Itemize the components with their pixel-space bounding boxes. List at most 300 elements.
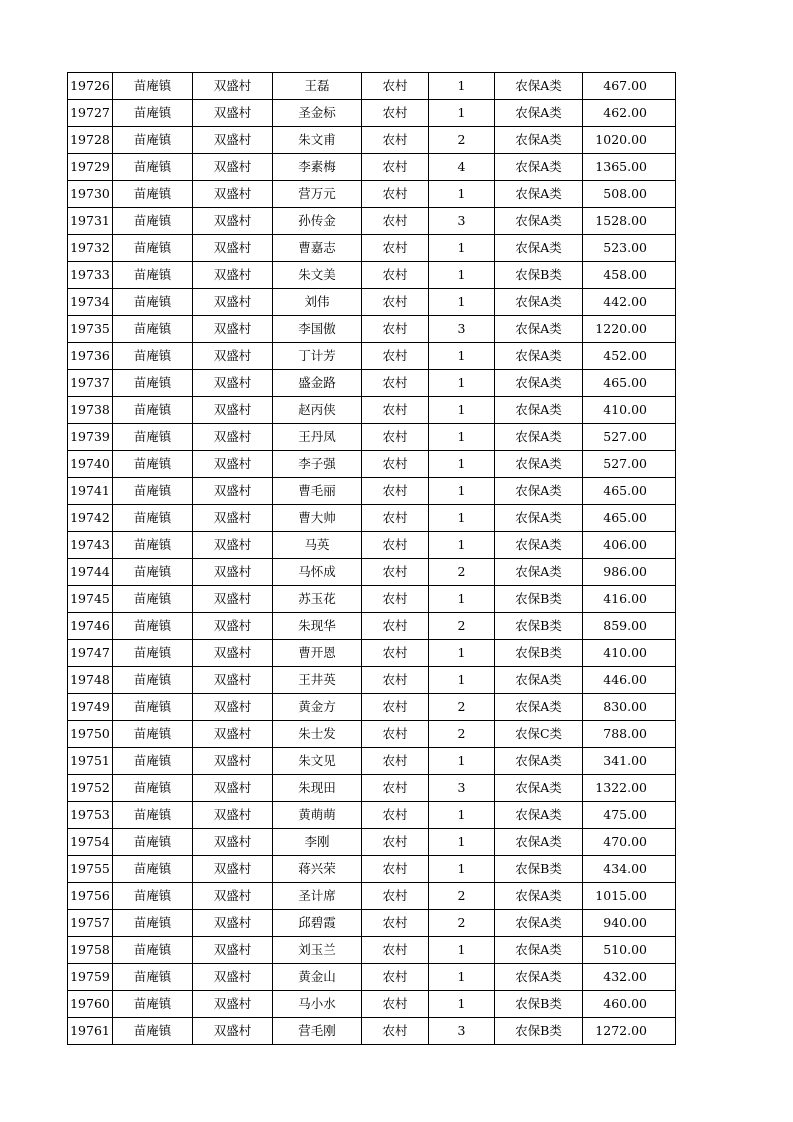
- cell-village: 双盛村: [193, 73, 273, 100]
- cell-town: 苗庵镇: [113, 451, 193, 478]
- table-row: [68, 343, 676, 370]
- cell-household-count: 2: [429, 127, 495, 154]
- cell-village: 双盛村: [193, 829, 273, 856]
- cell-town: 苗庵镇: [113, 613, 193, 640]
- cell-category: 农保A类: [495, 370, 583, 397]
- cell-amount: 523.00: [583, 235, 676, 262]
- cell-village: 双盛村: [193, 532, 273, 559]
- cell-village: 双盛村: [193, 559, 273, 586]
- cell-town: 苗庵镇: [113, 721, 193, 748]
- cell-area-type: 农村: [362, 424, 429, 451]
- cell-category: 农保A类: [495, 883, 583, 910]
- cell-amount: 458.00: [583, 262, 676, 289]
- cell-area-type: 农村: [362, 694, 429, 721]
- cell-category: 农保C类: [495, 721, 583, 748]
- cell-id: 19757: [68, 910, 113, 937]
- cell-village: 双盛村: [193, 613, 273, 640]
- cell-amount: 788.00: [583, 721, 676, 748]
- cell-amount: 462.00: [583, 100, 676, 127]
- cell-town: 苗庵镇: [113, 937, 193, 964]
- cell-name: 朱文美: [273, 262, 362, 289]
- records-table: [67, 72, 676, 1045]
- table-row: [68, 640, 676, 667]
- cell-category: 农保A类: [495, 667, 583, 694]
- cell-area-type: 农村: [362, 208, 429, 235]
- cell-town: 苗庵镇: [113, 397, 193, 424]
- cell-village: 双盛村: [193, 586, 273, 613]
- cell-amount: 1528.00: [583, 208, 676, 235]
- cell-name: 曹开恩: [273, 640, 362, 667]
- cell-village: 双盛村: [193, 343, 273, 370]
- cell-area-type: 农村: [362, 775, 429, 802]
- cell-area-type: 农村: [362, 721, 429, 748]
- table-row: [68, 883, 676, 910]
- cell-household-count: 1: [429, 748, 495, 775]
- cell-village: 双盛村: [193, 964, 273, 991]
- cell-household-count: 1: [429, 640, 495, 667]
- cell-amount: 1220.00: [583, 316, 676, 343]
- table-row: [68, 397, 676, 424]
- table-row: [68, 667, 676, 694]
- cell-village: 双盛村: [193, 721, 273, 748]
- cell-area-type: 农村: [362, 181, 429, 208]
- cell-village: 双盛村: [193, 235, 273, 262]
- cell-category: 农保A类: [495, 478, 583, 505]
- cell-village: 双盛村: [193, 451, 273, 478]
- cell-amount: 1015.00: [583, 883, 676, 910]
- cell-id: 19742: [68, 505, 113, 532]
- cell-name: 李刚: [273, 829, 362, 856]
- cell-name: 朱现田: [273, 775, 362, 802]
- cell-name: 圣金标: [273, 100, 362, 127]
- cell-area-type: 农村: [362, 640, 429, 667]
- cell-town: 苗庵镇: [113, 694, 193, 721]
- cell-category: 农保A类: [495, 748, 583, 775]
- cell-town: 苗庵镇: [113, 1018, 193, 1045]
- cell-town: 苗庵镇: [113, 316, 193, 343]
- cell-area-type: 农村: [362, 1018, 429, 1045]
- table-row: [68, 937, 676, 964]
- cell-area-type: 农村: [362, 154, 429, 181]
- cell-village: 双盛村: [193, 991, 273, 1018]
- cell-amount: 527.00: [583, 451, 676, 478]
- cell-town: 苗庵镇: [113, 505, 193, 532]
- cell-area-type: 农村: [362, 343, 429, 370]
- cell-area-type: 农村: [362, 127, 429, 154]
- cell-name: 丁计芳: [273, 343, 362, 370]
- cell-household-count: 1: [429, 478, 495, 505]
- cell-area-type: 农村: [362, 559, 429, 586]
- cell-area-type: 农村: [362, 667, 429, 694]
- cell-id: 19730: [68, 181, 113, 208]
- cell-amount: 1020.00: [583, 127, 676, 154]
- cell-town: 苗庵镇: [113, 424, 193, 451]
- cell-name: 刘玉兰: [273, 937, 362, 964]
- table-row: [68, 1018, 676, 1045]
- table-row: [68, 586, 676, 613]
- cell-household-count: 4: [429, 154, 495, 181]
- cell-category: 农保B类: [495, 262, 583, 289]
- cell-id: 19743: [68, 532, 113, 559]
- cell-id: 19733: [68, 262, 113, 289]
- cell-town: 苗庵镇: [113, 289, 193, 316]
- cell-village: 双盛村: [193, 154, 273, 181]
- cell-town: 苗庵镇: [113, 910, 193, 937]
- cell-name: 王磊: [273, 73, 362, 100]
- cell-category: 农保B类: [495, 991, 583, 1018]
- cell-amount: 465.00: [583, 370, 676, 397]
- cell-id: 19737: [68, 370, 113, 397]
- cell-category: 农保B类: [495, 856, 583, 883]
- cell-category: 农保B类: [495, 613, 583, 640]
- cell-village: 双盛村: [193, 694, 273, 721]
- cell-amount: 940.00: [583, 910, 676, 937]
- cell-village: 双盛村: [193, 505, 273, 532]
- cell-village: 双盛村: [193, 748, 273, 775]
- cell-area-type: 农村: [362, 937, 429, 964]
- cell-area-type: 农村: [362, 532, 429, 559]
- cell-id: 19747: [68, 640, 113, 667]
- cell-household-count: 1: [429, 937, 495, 964]
- cell-id: 19752: [68, 775, 113, 802]
- cell-town: 苗庵镇: [113, 559, 193, 586]
- cell-category: 农保A类: [495, 505, 583, 532]
- table-row: [68, 262, 676, 289]
- cell-household-count: 1: [429, 181, 495, 208]
- cell-village: 双盛村: [193, 802, 273, 829]
- table-row: [68, 532, 676, 559]
- cell-household-count: 1: [429, 667, 495, 694]
- cell-category: 农保A类: [495, 532, 583, 559]
- cell-category: 农保A类: [495, 100, 583, 127]
- cell-id: 19753: [68, 802, 113, 829]
- cell-household-count: 3: [429, 208, 495, 235]
- cell-amount: 416.00: [583, 586, 676, 613]
- cell-name: 营毛刚: [273, 1018, 362, 1045]
- table-row: [68, 964, 676, 991]
- cell-id: 19746: [68, 613, 113, 640]
- cell-name: 圣计席: [273, 883, 362, 910]
- table-row: [68, 154, 676, 181]
- cell-id: 19754: [68, 829, 113, 856]
- table-row: [68, 829, 676, 856]
- cell-town: 苗庵镇: [113, 100, 193, 127]
- cell-area-type: 农村: [362, 397, 429, 424]
- cell-household-count: 1: [429, 289, 495, 316]
- cell-amount: 510.00: [583, 937, 676, 964]
- cell-amount: 1365.00: [583, 154, 676, 181]
- cell-area-type: 农村: [362, 73, 429, 100]
- cell-town: 苗庵镇: [113, 829, 193, 856]
- cell-category: 农保A类: [495, 289, 583, 316]
- cell-name: 刘伟: [273, 289, 362, 316]
- cell-household-count: 1: [429, 505, 495, 532]
- cell-amount: 432.00: [583, 964, 676, 991]
- cell-id: 19735: [68, 316, 113, 343]
- cell-town: 苗庵镇: [113, 964, 193, 991]
- cell-town: 苗庵镇: [113, 856, 193, 883]
- cell-village: 双盛村: [193, 1018, 273, 1045]
- cell-category: 农保A类: [495, 937, 583, 964]
- cell-household-count: 3: [429, 775, 495, 802]
- cell-area-type: 农村: [362, 100, 429, 127]
- cell-amount: 475.00: [583, 802, 676, 829]
- cell-area-type: 农村: [362, 883, 429, 910]
- cell-id: 19756: [68, 883, 113, 910]
- cell-category: 农保A类: [495, 424, 583, 451]
- cell-town: 苗庵镇: [113, 802, 193, 829]
- cell-area-type: 农村: [362, 964, 429, 991]
- cell-village: 双盛村: [193, 478, 273, 505]
- cell-category: 农保A类: [495, 235, 583, 262]
- table-row: [68, 100, 676, 127]
- cell-name: 马英: [273, 532, 362, 559]
- cell-id: 19728: [68, 127, 113, 154]
- cell-category: 农保A类: [495, 73, 583, 100]
- cell-id: 19726: [68, 73, 113, 100]
- cell-id: 19741: [68, 478, 113, 505]
- cell-amount: 1322.00: [583, 775, 676, 802]
- cell-amount: 446.00: [583, 667, 676, 694]
- table-row: [68, 478, 676, 505]
- cell-town: 苗庵镇: [113, 532, 193, 559]
- cell-id: 19758: [68, 937, 113, 964]
- cell-amount: 460.00: [583, 991, 676, 1018]
- cell-name: 赵丙侠: [273, 397, 362, 424]
- cell-amount: 410.00: [583, 397, 676, 424]
- cell-household-count: 1: [429, 586, 495, 613]
- cell-town: 苗庵镇: [113, 127, 193, 154]
- cell-name: 朱文见: [273, 748, 362, 775]
- cell-area-type: 农村: [362, 856, 429, 883]
- cell-area-type: 农村: [362, 451, 429, 478]
- cell-amount: 442.00: [583, 289, 676, 316]
- cell-town: 苗庵镇: [113, 235, 193, 262]
- cell-household-count: 1: [429, 991, 495, 1018]
- cell-household-count: 1: [429, 856, 495, 883]
- cell-name: 曹嘉志: [273, 235, 362, 262]
- cell-name: 盛金路: [273, 370, 362, 397]
- cell-area-type: 农村: [362, 613, 429, 640]
- cell-category: 农保A类: [495, 154, 583, 181]
- cell-name: 李子强: [273, 451, 362, 478]
- cell-household-count: 1: [429, 829, 495, 856]
- cell-village: 双盛村: [193, 181, 273, 208]
- cell-town: 苗庵镇: [113, 586, 193, 613]
- cell-village: 双盛村: [193, 262, 273, 289]
- table-row: [68, 910, 676, 937]
- cell-household-count: 1: [429, 532, 495, 559]
- cell-amount: 986.00: [583, 559, 676, 586]
- cell-household-count: 1: [429, 802, 495, 829]
- cell-category: 农保A类: [495, 316, 583, 343]
- cell-village: 双盛村: [193, 856, 273, 883]
- table-row: [68, 451, 676, 478]
- cell-area-type: 农村: [362, 586, 429, 613]
- cell-category: 农保A类: [495, 775, 583, 802]
- cell-village: 双盛村: [193, 127, 273, 154]
- cell-category: 农保A类: [495, 910, 583, 937]
- cell-village: 双盛村: [193, 370, 273, 397]
- cell-amount: 830.00: [583, 694, 676, 721]
- cell-category: 农保A类: [495, 802, 583, 829]
- cell-village: 双盛村: [193, 775, 273, 802]
- cell-village: 双盛村: [193, 640, 273, 667]
- cell-village: 双盛村: [193, 100, 273, 127]
- cell-category: 农保A类: [495, 181, 583, 208]
- cell-id: 19750: [68, 721, 113, 748]
- cell-household-count: 1: [429, 451, 495, 478]
- cell-household-count: 1: [429, 424, 495, 451]
- cell-id: 19745: [68, 586, 113, 613]
- cell-name: 邱碧霞: [273, 910, 362, 937]
- cell-town: 苗庵镇: [113, 748, 193, 775]
- cell-household-count: 2: [429, 613, 495, 640]
- cell-area-type: 农村: [362, 991, 429, 1018]
- cell-name: 马怀成: [273, 559, 362, 586]
- cell-name: 李素梅: [273, 154, 362, 181]
- table-row: [68, 613, 676, 640]
- cell-area-type: 农村: [362, 910, 429, 937]
- table-row: [68, 73, 676, 100]
- cell-household-count: 1: [429, 235, 495, 262]
- cell-village: 双盛村: [193, 289, 273, 316]
- cell-household-count: 1: [429, 100, 495, 127]
- cell-amount: 527.00: [583, 424, 676, 451]
- cell-area-type: 农村: [362, 748, 429, 775]
- cell-amount: 465.00: [583, 505, 676, 532]
- cell-town: 苗庵镇: [113, 991, 193, 1018]
- cell-household-count: 2: [429, 694, 495, 721]
- cell-village: 双盛村: [193, 397, 273, 424]
- cell-household-count: 3: [429, 316, 495, 343]
- cell-household-count: 1: [429, 964, 495, 991]
- cell-id: 19729: [68, 154, 113, 181]
- cell-category: 农保A类: [495, 559, 583, 586]
- table-row: [68, 991, 676, 1018]
- cell-area-type: 农村: [362, 316, 429, 343]
- cell-id: 19732: [68, 235, 113, 262]
- cell-category: 农保A类: [495, 127, 583, 154]
- cell-id: 19749: [68, 694, 113, 721]
- cell-id: 19738: [68, 397, 113, 424]
- cell-village: 双盛村: [193, 208, 273, 235]
- cell-id: 19727: [68, 100, 113, 127]
- cell-name: 朱现华: [273, 613, 362, 640]
- cell-category: 农保A类: [495, 964, 583, 991]
- table-row: [68, 775, 676, 802]
- table-row: [68, 424, 676, 451]
- table-row: [68, 289, 676, 316]
- cell-name: 马小水: [273, 991, 362, 1018]
- cell-name: 孙传金: [273, 208, 362, 235]
- cell-area-type: 农村: [362, 505, 429, 532]
- cell-household-count: 2: [429, 883, 495, 910]
- cell-amount: 434.00: [583, 856, 676, 883]
- cell-village: 双盛村: [193, 883, 273, 910]
- cell-amount: 452.00: [583, 343, 676, 370]
- table-row: [68, 181, 676, 208]
- table-row: [68, 748, 676, 775]
- cell-amount: 465.00: [583, 478, 676, 505]
- cell-name: 苏玉花: [273, 586, 362, 613]
- cell-household-count: 1: [429, 73, 495, 100]
- cell-amount: 470.00: [583, 829, 676, 856]
- cell-id: 19744: [68, 559, 113, 586]
- cell-household-count: 2: [429, 721, 495, 748]
- cell-town: 苗庵镇: [113, 667, 193, 694]
- cell-town: 苗庵镇: [113, 262, 193, 289]
- cell-village: 双盛村: [193, 937, 273, 964]
- cell-town: 苗庵镇: [113, 370, 193, 397]
- cell-area-type: 农村: [362, 802, 429, 829]
- cell-town: 苗庵镇: [113, 208, 193, 235]
- cell-household-count: 1: [429, 343, 495, 370]
- cell-household-count: 1: [429, 370, 495, 397]
- cell-area-type: 农村: [362, 478, 429, 505]
- table-row: [68, 856, 676, 883]
- table-row: [68, 721, 676, 748]
- cell-town: 苗庵镇: [113, 775, 193, 802]
- cell-id: 19734: [68, 289, 113, 316]
- cell-category: 农保A类: [495, 694, 583, 721]
- table-row: [68, 505, 676, 532]
- cell-id: 19740: [68, 451, 113, 478]
- cell-household-count: 2: [429, 910, 495, 937]
- cell-name: 李国傲: [273, 316, 362, 343]
- cell-area-type: 农村: [362, 235, 429, 262]
- table-row: [68, 127, 676, 154]
- cell-id: 19761: [68, 1018, 113, 1045]
- cell-area-type: 农村: [362, 829, 429, 856]
- cell-name: 黄萌萌: [273, 802, 362, 829]
- cell-name: 王丹凤: [273, 424, 362, 451]
- cell-id: 19748: [68, 667, 113, 694]
- cell-household-count: 1: [429, 397, 495, 424]
- cell-town: 苗庵镇: [113, 73, 193, 100]
- cell-amount: 410.00: [583, 640, 676, 667]
- cell-household-count: 2: [429, 559, 495, 586]
- cell-name: 曹大帅: [273, 505, 362, 532]
- cell-name: 朱文甫: [273, 127, 362, 154]
- cell-town: 苗庵镇: [113, 640, 193, 667]
- cell-category: 农保A类: [495, 208, 583, 235]
- table-row: [68, 316, 676, 343]
- cell-amount: 341.00: [583, 748, 676, 775]
- table-row: [68, 208, 676, 235]
- cell-id: 19739: [68, 424, 113, 451]
- cell-id: 19760: [68, 991, 113, 1018]
- table-row: [68, 235, 676, 262]
- cell-town: 苗庵镇: [113, 154, 193, 181]
- cell-name: 曹毛丽: [273, 478, 362, 505]
- records-table-body: [68, 73, 676, 1045]
- cell-id: 19731: [68, 208, 113, 235]
- cell-household-count: 3: [429, 1018, 495, 1045]
- cell-amount: 1272.00: [583, 1018, 676, 1045]
- cell-name: 黄金山: [273, 964, 362, 991]
- cell-amount: 406.00: [583, 532, 676, 559]
- cell-category: 农保A类: [495, 829, 583, 856]
- cell-amount: 508.00: [583, 181, 676, 208]
- cell-household-count: 1: [429, 262, 495, 289]
- cell-name: 营万元: [273, 181, 362, 208]
- cell-town: 苗庵镇: [113, 343, 193, 370]
- cell-amount: 467.00: [583, 73, 676, 100]
- cell-category: 农保A类: [495, 343, 583, 370]
- cell-village: 双盛村: [193, 910, 273, 937]
- table-row: [68, 370, 676, 397]
